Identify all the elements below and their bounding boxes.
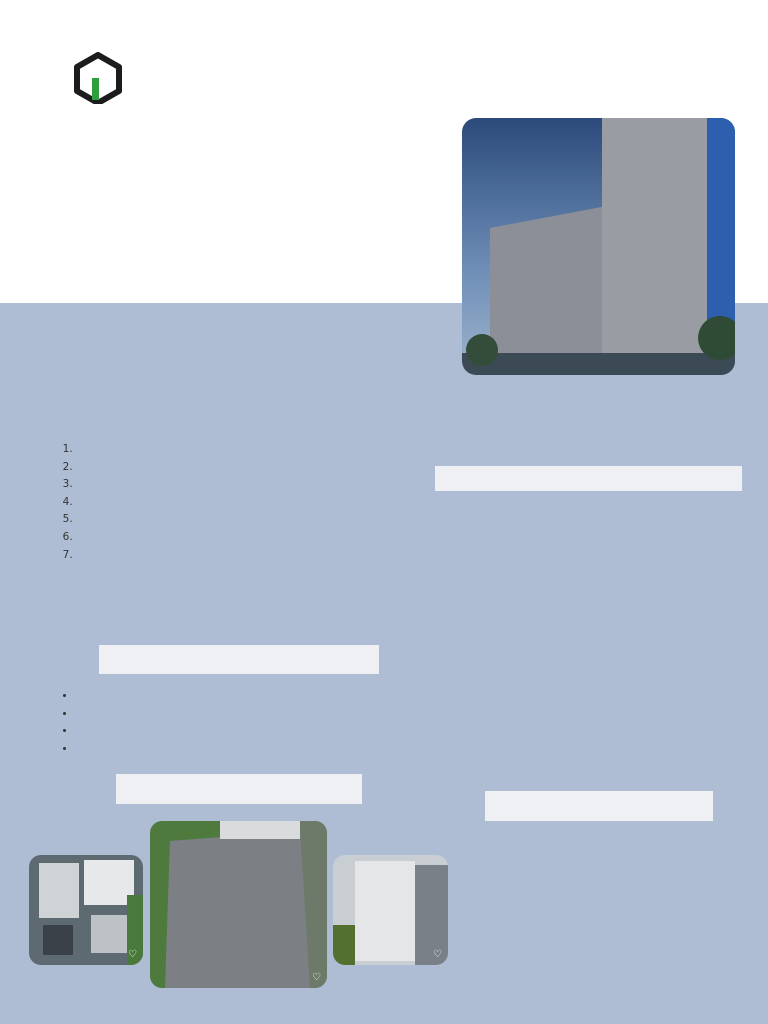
features-list — [58, 441, 446, 564]
list-item — [76, 529, 446, 547]
tipos-heading — [99, 645, 379, 674]
heart-icon[interactable]: ♡ — [433, 949, 442, 960]
construction-view-photo[interactable] — [150, 821, 327, 988]
list-item — [76, 459, 446, 477]
building-render-image — [462, 118, 735, 375]
list-item — [76, 511, 446, 529]
facade-view-photo[interactable] — [333, 855, 448, 965]
heart-icon[interactable]: ♡ — [312, 972, 321, 983]
aerial-view-photo[interactable] — [29, 855, 143, 965]
heart-icon[interactable]: ♡ — [128, 949, 137, 960]
list-item — [76, 547, 446, 565]
house-outline-icon — [74, 52, 122, 104]
list-item — [76, 476, 446, 494]
area-heading — [435, 466, 742, 491]
list-item — [76, 494, 446, 512]
tipos-list — [56, 688, 76, 758]
list-item — [76, 441, 446, 459]
sistema-heading — [485, 791, 713, 821]
vistas-heading — [116, 774, 362, 804]
